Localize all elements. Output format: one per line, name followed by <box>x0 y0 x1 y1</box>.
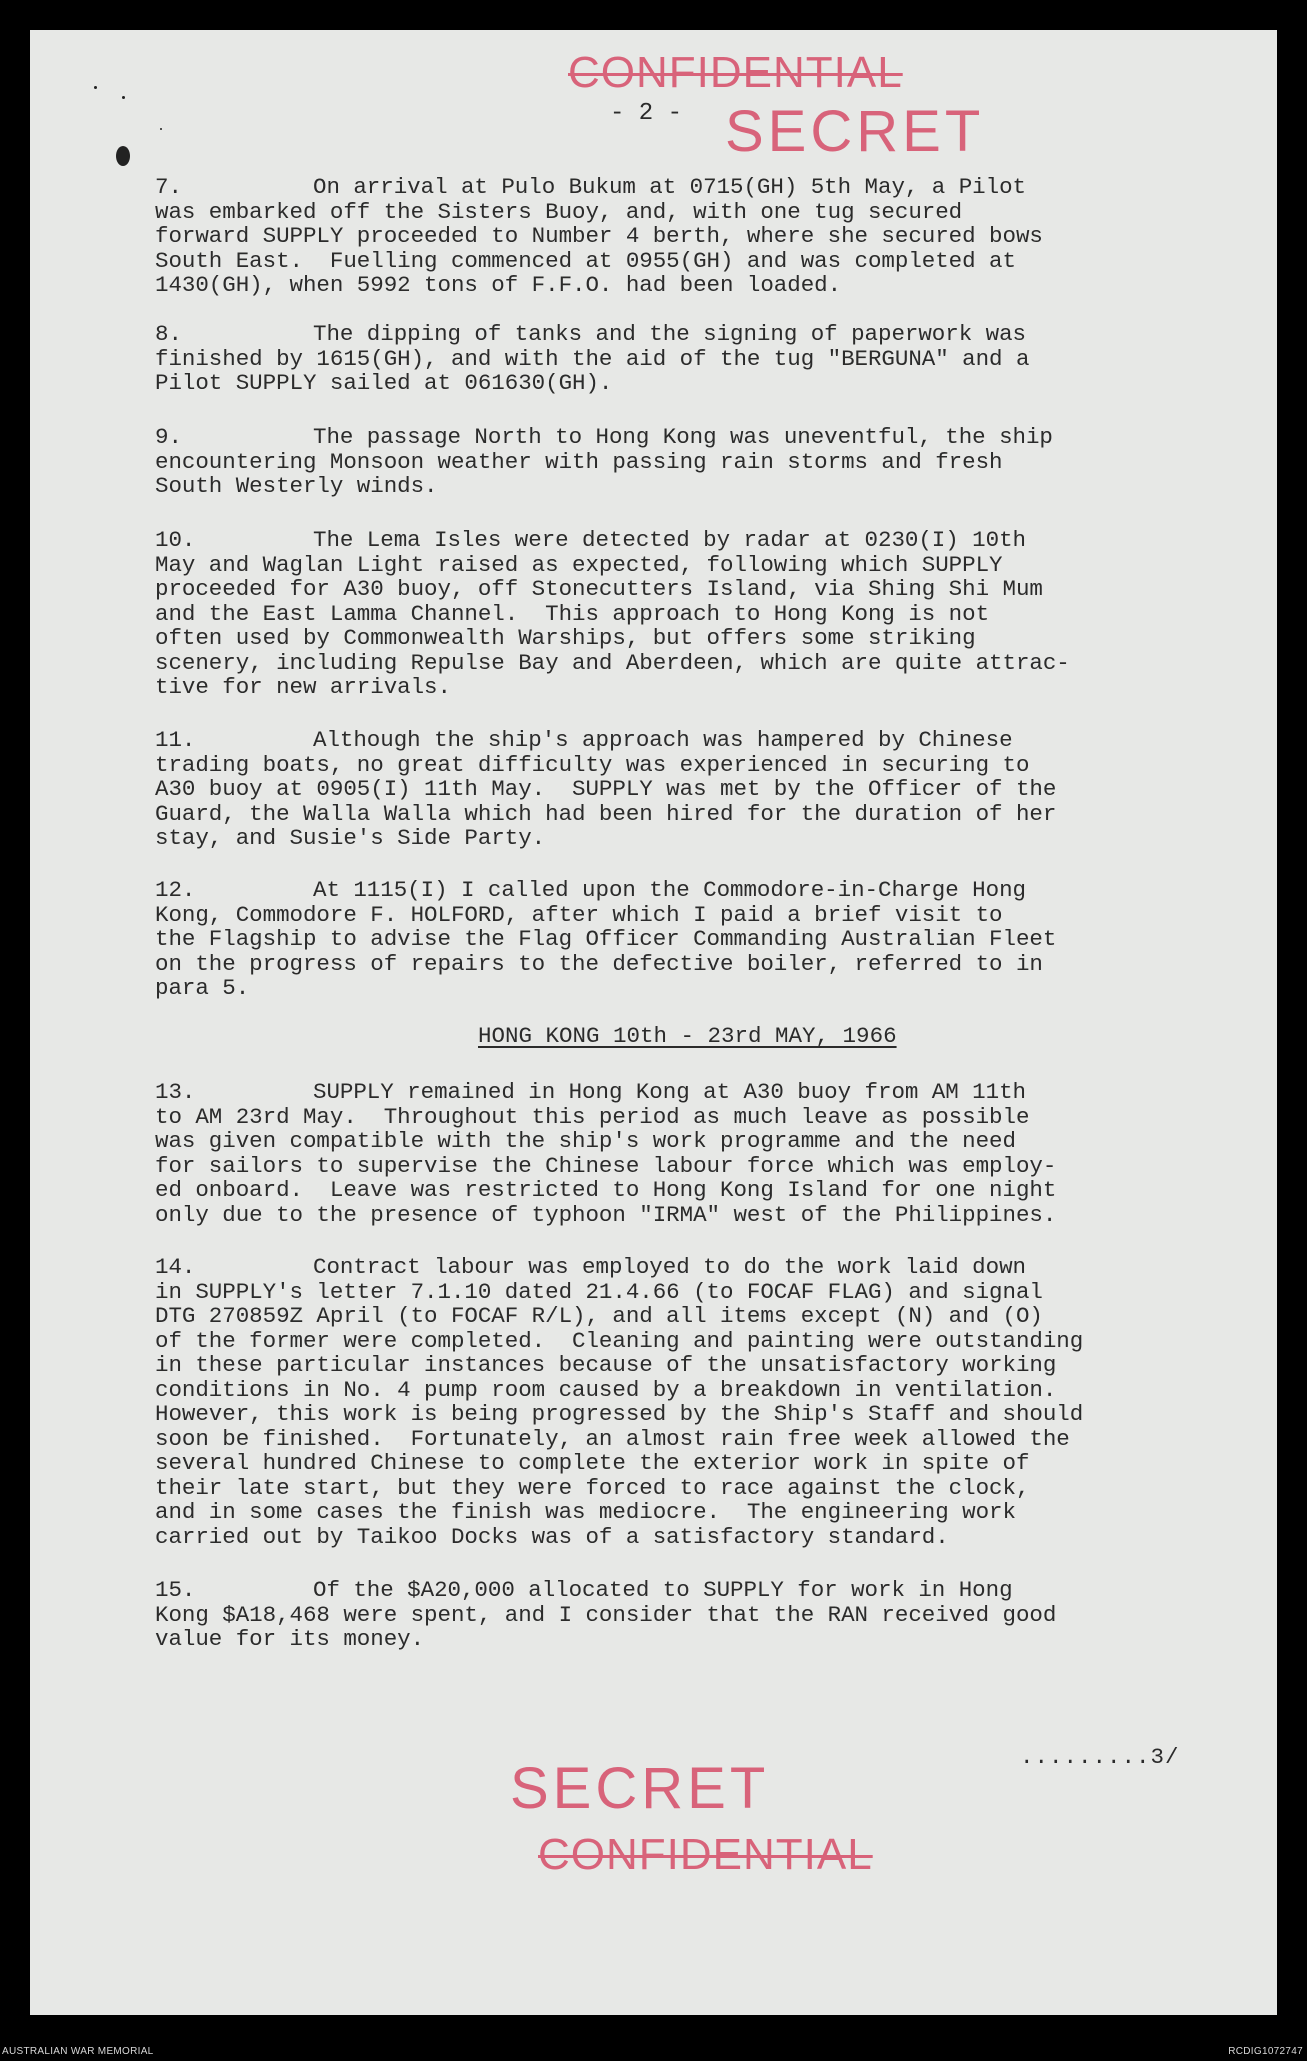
paragraph-9 <box>155 425 1250 499</box>
paragraph-number: 9. <box>155 424 182 450</box>
paragraph-number: 13. <box>155 1079 196 1105</box>
paragraph-number: 7. <box>155 174 182 200</box>
footer-source: AUSTRALIAN WAR MEMORIAL <box>2 2046 154 2057</box>
paragraph-text: The dipping of tanks and the signing of paperwork was finished by 1615(GH), and with the aid of the tug "BERGUNA" and a Pilot SUPPLY sailed at 061630(GH). <box>155 321 1030 396</box>
document-page <box>30 30 1277 2015</box>
paragraph-text: The passage North to Hong Kong was uneventful, the ship encountering Monsoon weather with passing rain storms and fresh South Westerly winds. <box>155 424 1053 499</box>
footer-id: RCDIG1072747 <box>1228 2046 1303 2057</box>
paragraph-text: Although the ship's approach was hampered by Chinese trading boats, no great difficulty was experienced in securing to A30 buoy at 0905(I) 11th May. SUPPLY was met by the Officer of the Guard, the Walla Walla which had been hired for the duration of her stay, and Susie's Side Party. <box>155 727 1057 851</box>
paragraph-text: The Lema Isles were detected by radar at 0230(I) 10th May and Waglan Light raised as expected, following which SUPPLY proceeded for A30 buoy, off Stonecutters Island, via Shing Shi Mum and the East Lamma Channel. This approach to Hong Kong is not often used by Commonwealth Warships, but offers some striking scenery, including Repulse Bay and Aberdeen, which are quite attrac- tive for new arrivals. <box>155 527 1070 700</box>
paragraph-number: 12. <box>155 877 196 903</box>
paragraph-number: 8. <box>155 321 182 347</box>
paragraph-8 <box>155 322 1250 396</box>
ink-speck <box>116 146 130 166</box>
confidential-stamp-bottom: CONFIDENTIAL <box>538 1830 873 1879</box>
page-number: - 2 - <box>610 100 683 127</box>
ink-speck <box>94 86 97 89</box>
paragraph-10 <box>155 528 1250 700</box>
paragraph-number: 11. <box>155 727 196 753</box>
paragraph-14 <box>155 1255 1250 1549</box>
paragraph-13 <box>155 1080 1250 1227</box>
paragraph-text: Contract labour was employed to do the work laid down in SUPPLY's letter 7.1.10 dated 21.4.66 (to FOCAF FLAG) and signal DTG 270859Z April (to FOCAF R/L), and all items except (N) and (O) of the former were completed. Cleaning and painting were outstanding in these particular instances because of the unsatisfactory working conditions in No. 4 pump room caused by a breakdown in ventilation. However, this work is being progressed by the Ship's Staff and should soon be finished. Fortunately, an almost rain free week allowed the several hundred Chinese to complete the exterior work in spite of their late start, but they were forced to race against the clock, and in some cases the finish was mediocre. The engineering work carried out by Taikoo Docks was of a satisfactory standard. <box>155 1254 1084 1550</box>
paragraph-number: 15. <box>155 1577 196 1603</box>
paragraph-text: On arrival at Pulo Bukum at 0715(GH) 5th May, a Pilot was embarked off the Sisters Buoy, and, with one tug secured forward SUPPLY proceeded to Number 4 berth, where she secured bows South East. Fuelling commenced at 0955(GH) and was completed at 1430(GH), when 5992 tons of F.F.O. had been loaded. <box>155 174 1043 298</box>
section-heading: HONG KONG 10th - 23rd MAY, 1966 <box>478 1023 897 1049</box>
paragraph-number: 14. <box>155 1254 196 1280</box>
continuation-marker: .........3/ <box>1020 1744 1180 1770</box>
secret-stamp-bottom: SECRET <box>510 1756 770 1821</box>
secret-stamp-top: SECRET <box>725 99 985 164</box>
paragraph-12 <box>155 878 1250 1001</box>
paragraph-text: At 1115(I) I called upon the Commodore-in-Charge Hong Kong, Commodore F. HOLFORD, after which I paid a brief visit to the Flagship to advise the Flag Officer Commanding Australian Fleet on the progress of repairs to the defective boiler, referred to in para 5. <box>155 877 1057 1001</box>
paragraph-text: SUPPLY remained in Hong Kong at A30 buoy from AM 11th to AM 23rd May. Throughout this period as much leave as possible was given compatible with the ship's work programme and the need for sailors to supervise the Chinese labour force which was employ- ed onboard. Leave was restricted to Hong Kong Island for one night only due to the presence of typhoon "IRMA" west of the Philippines. <box>155 1079 1057 1228</box>
paragraph-number: 10. <box>155 527 196 553</box>
confidential-stamp-top: CONFIDENTIAL <box>568 48 903 97</box>
paragraph-text: Of the $A20,000 allocated to SUPPLY for work in Hong Kong $A18,468 were spent, and I consider that the RAN received good value for its money. <box>155 1577 1057 1652</box>
ink-speck <box>122 96 125 99</box>
paragraph-11 <box>155 728 1250 851</box>
paragraph-7 <box>155 175 1250 298</box>
paragraph-15 <box>155 1578 1250 1652</box>
ink-speck <box>160 128 162 130</box>
